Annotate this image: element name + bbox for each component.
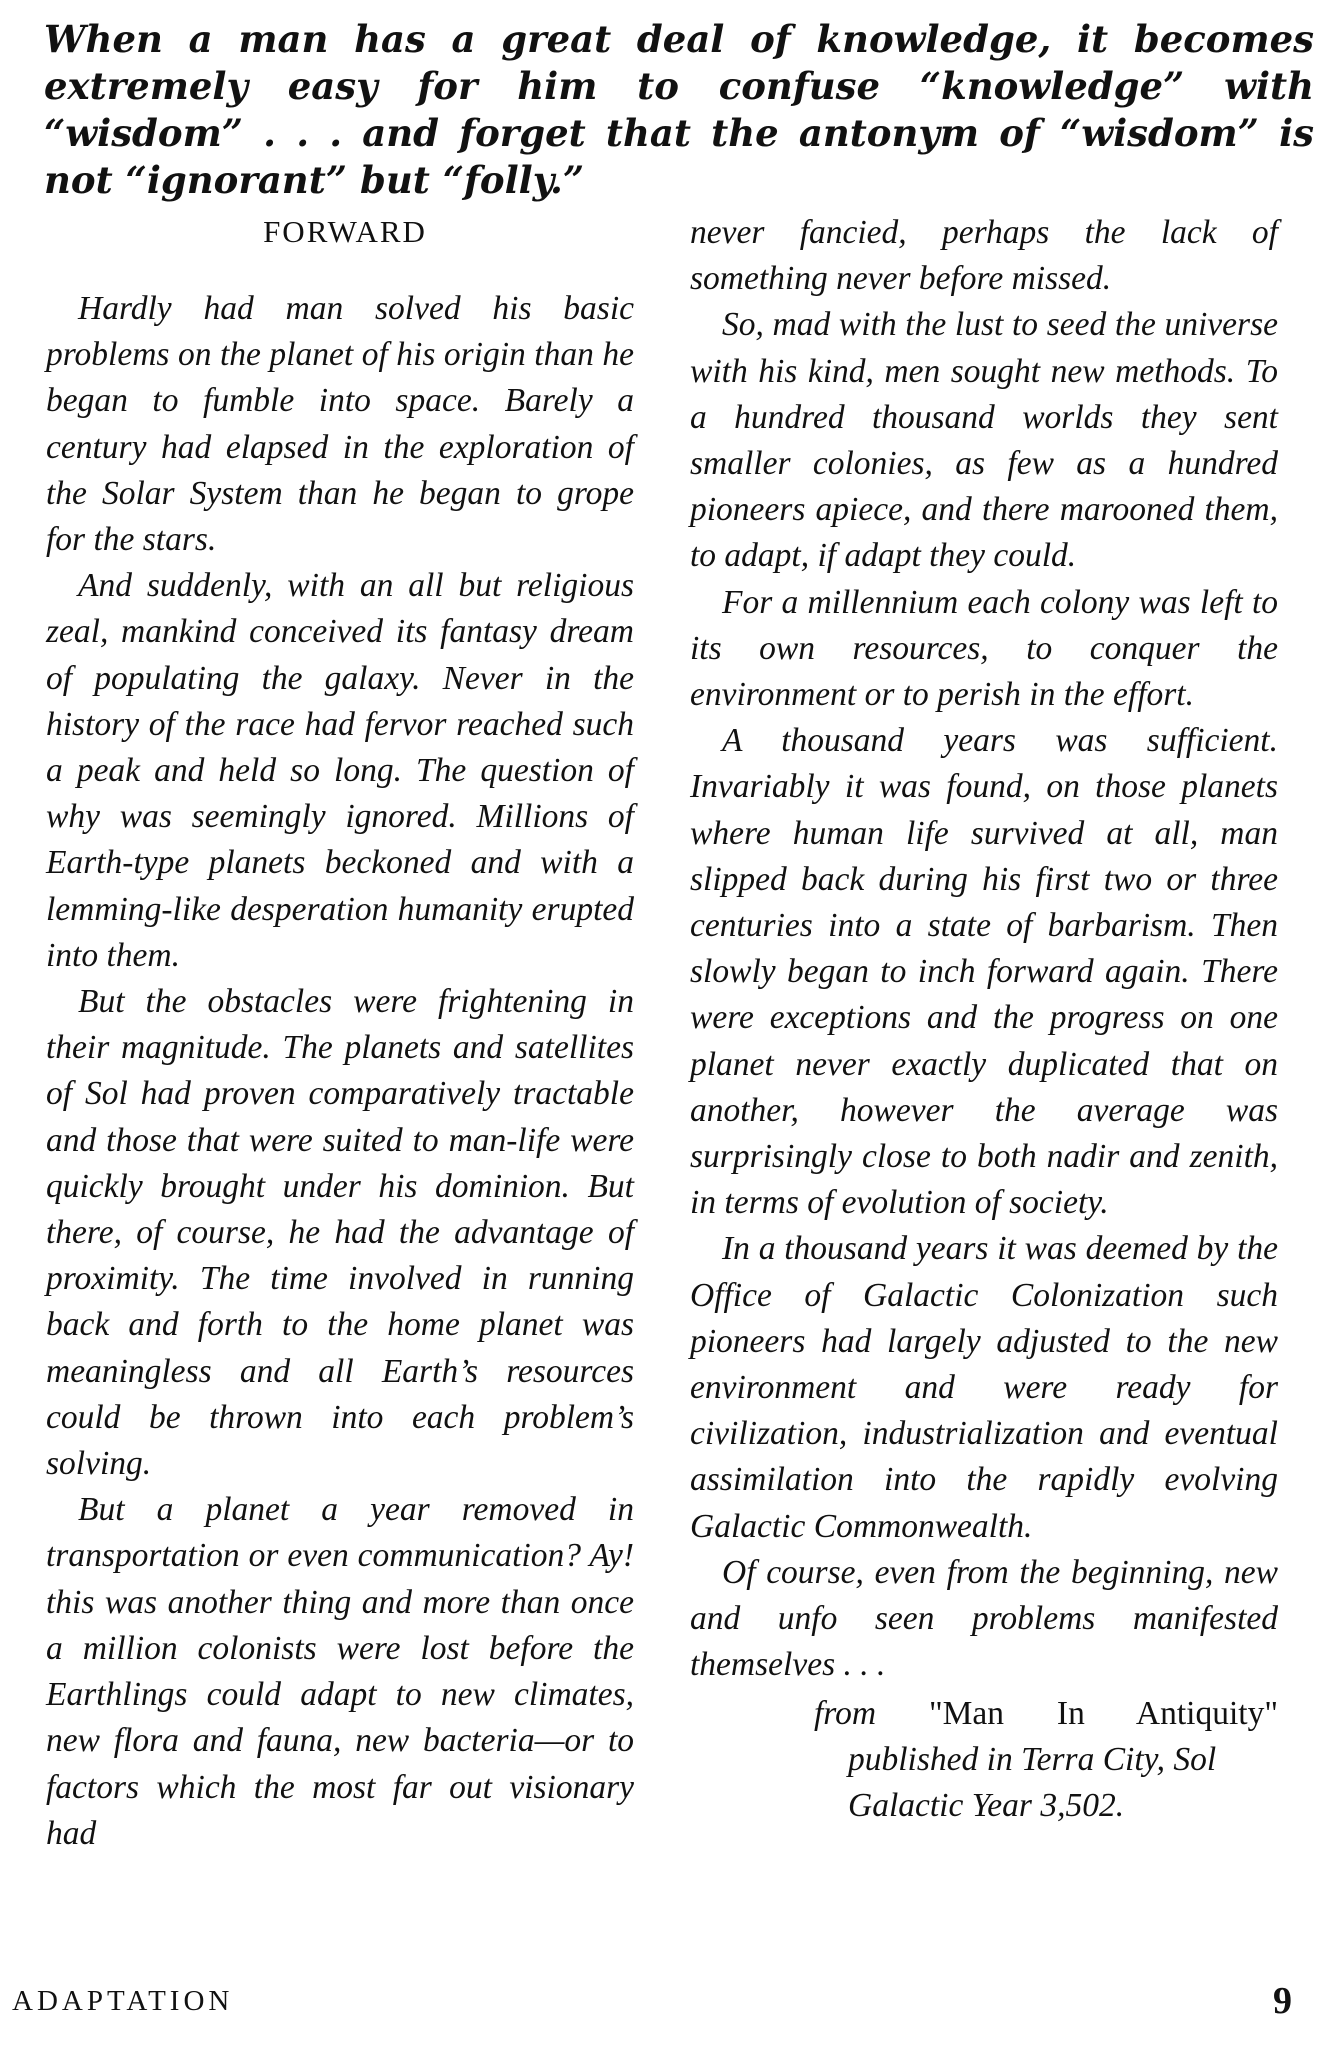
paragraph: In a thousand years it was deemed by the Office of Galactic Colonization such pioneers had largely adjusted to the new environment and were ready for civilization, industrialization and eventual assimilation into the rapidly evolving Galactic Commonwealth. (690, 1230, 1278, 1545)
attribution-from: from (814, 1694, 877, 1732)
section-heading: FORWARD (263, 214, 427, 249)
attribution-title: "Man In Antiquity" (928, 1694, 1278, 1732)
paragraph: So, mad with the lust to seed the universe with his kind, men sought new methods. To a hundred thousand worlds they sent smaller colonies, as few as a hundred pioneers apiece, and there marooned them, to adapt, if adapt they could. (690, 306, 1278, 575)
attribution-source-line (814, 1691, 1278, 1737)
paragraph: Hardly had man solved his basic problems on the planet of his origin than he began to fumble into space. Barely a century had elapsed in the exploration of the Solar System than he began to grope for the stars. (46, 290, 634, 559)
paragraph: But the obstacles were frightening in their magnitude. The planets and satellites of Sol had proven comparatively tractable and those that were suited to man-life were quickly brought under his dominion. But there, of course, he had the advantage of proximity. The time involved in running back and forth to the home planet was meaningless and all Earth’s resources could be thrown into each problem’s solving. (46, 983, 634, 1483)
left-column (46, 212, 634, 1857)
source-attribution (690, 1691, 1278, 1830)
paragraph: For a millennium each colony was left to its own resources, to conquer the environment or to perish in the effort. (690, 583, 1278, 714)
paragraph: And suddenly, with an all but religious zeal, mankind conceived its fantasy dream of populating the galaxy. Never in the history of the race had fervor reached such a peak and held so long. The question of why was seemingly ignored. Millions of Earth-type planets beckoned and with a lemming-like desperation humanity erupted into them. (46, 567, 634, 974)
epigraph-quote: When a man has a great deal of knowledge, it becomes extremely easy for him to confuse “knowledge” with “wisdom” . . . and forget that the antonym of “wisdom” is not “ignorant” but “folly.” (44, 17, 1314, 202)
page-number: 9 (1273, 1980, 1292, 2022)
attribution-published: published in Terra City, Sol (848, 1740, 1217, 1778)
paragraph-continuation: never fancied, perhaps the lack of something never before missed. (690, 214, 1278, 298)
paragraph: Of course, even from the beginning, new and unfo seen problems manifested themselves . . . (690, 1553, 1278, 1684)
paragraph: A thousand years was sufficient. Invariably it was found, on those planets where human life survived at all, man slipped back during his first two or three centuries into a state of barbarism. Then slowly began to inch forward again. There were exceptions and the progress on one planet never exactly duplicated that on another, however the average was surprisingly close to both nadir and zenith, in terms of evolution of society. (690, 722, 1278, 1222)
right-column (690, 210, 1278, 1829)
attribution-year: Galactic Year 3,502. (848, 1786, 1125, 1824)
paragraph: But a planet a year removed in transportation or even communication? Ay! this was another thing and more than once a million colonists were lost before the Earthlings could adapt to new climates, new flora and fauna, new bacteria—or to factors which the most far out visionary had (46, 1491, 634, 1852)
running-title: ADAPTATION (12, 1985, 234, 2017)
page-footer (0, 1980, 1340, 2035)
